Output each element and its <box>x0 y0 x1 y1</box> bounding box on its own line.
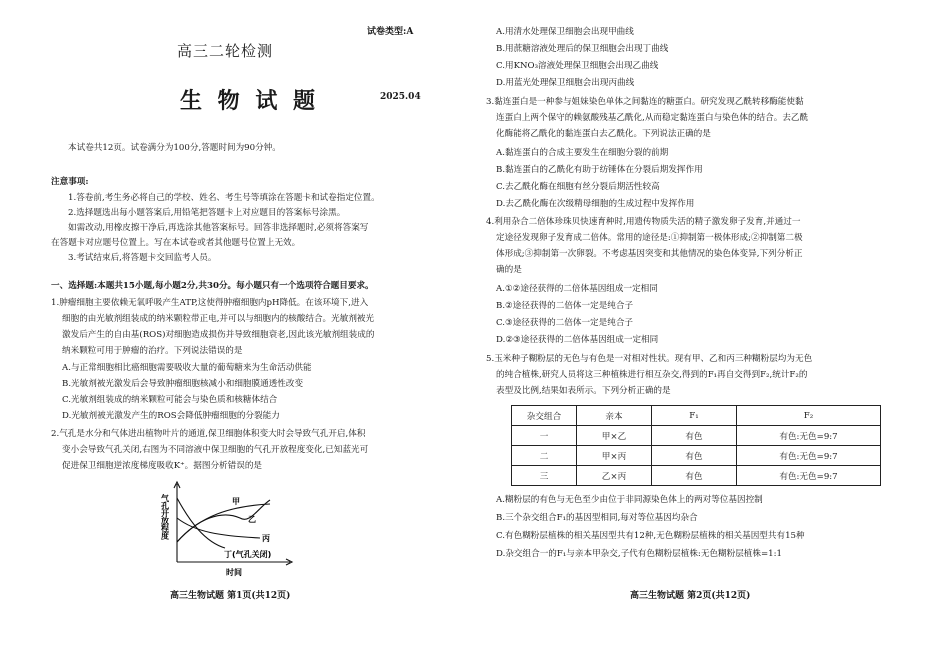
table-header: F₂ <box>737 406 881 426</box>
q3-option-a: A.黏连蛋白的合成主要发生在细胞分裂的前期 <box>496 148 669 158</box>
table-cell: 甲×丙 <box>577 446 652 466</box>
q4-line-3: 体形成;③抑制第一次卵裂。不考虑基因突变和其他情况的染色体变异,下列分析正 <box>496 249 803 259</box>
q2-line-2: 变小会导致气孔关闭,右图为不同溶液中保卫细胞的气孔开放程度变化,已知蓝光可 <box>62 445 369 455</box>
q3-line-3: 化酶能将乙酰化的黏连蛋白去乙酰化。下列说法正确的是 <box>496 129 711 139</box>
q2-option-a: A.用清水处理保卫细胞会出现甲曲线 <box>496 27 634 37</box>
section-heading: 一、选择题:本题共15小题,每小题2分,共30分。每小题只有一个选项符合题目要求。 <box>51 281 374 291</box>
table-row <box>512 446 881 466</box>
table-cell: 乙×丙 <box>577 466 652 486</box>
cross-table <box>511 405 881 486</box>
notice-2-cont2: 在答题卡对应题号位置上。写在本试卷或者其他题号位置上无效。 <box>51 238 301 248</box>
table-cell: 有色 <box>652 426 737 446</box>
table-header: 杂交组合 <box>512 406 577 426</box>
q4-option-a: A.①②途径获得的二倍体基因组成一定相同 <box>496 284 658 294</box>
table-header-row <box>512 406 881 426</box>
exam-name: 高三二轮检测 <box>177 42 274 60</box>
q4-line-2: 定途径发现卵子发育成二倍体。常用的途径是:①抑制第一极体形成;②抑制第二极 <box>496 233 803 243</box>
q5-line-3: 表型及比例,结果如表所示。下列分析正确的是 <box>496 386 671 396</box>
notice-2-cont: 如需改动,用橡皮擦干净后,再选涂其他答案标号。回答非选择题时,必须将答案写 <box>68 223 369 233</box>
q2-option-b: B.用蔗糖溶液处理后的保卫细胞会出现丁曲线 <box>496 44 669 54</box>
table-cell: 三 <box>512 466 577 486</box>
paper-type: 试卷类型:A <box>367 27 414 37</box>
intro-text: 本试卷共12页。试卷满分为100分,答题时间为90分钟。 <box>68 143 281 153</box>
q1-line-2: 细胞的由光敏剂组装成的纳米颗粒带正电,并可以与细胞内的核酸结合。光敏剂被光 <box>62 314 375 324</box>
graph-ylabel: 气孔开放程度 <box>160 494 170 539</box>
table-header: F₁ <box>652 406 737 426</box>
curve-label-yi: 乙 <box>248 515 256 524</box>
notice-heading: 注意事项: <box>51 177 89 187</box>
q4-option-b: B.②途径获得的二倍体一定是纯合子 <box>496 301 634 311</box>
table-cell: 有色 <box>652 466 737 486</box>
q3-option-c: C.去乙酰化酶在细胞有丝分裂后期活性较高 <box>496 182 660 192</box>
q5-option-d: D.杂交组合一的F₁与亲本甲杂交,子代有色糊粉层植株:无色糊粉层植株=1:1 <box>496 549 783 559</box>
curve-label-bing: 丙 <box>262 534 270 543</box>
table-cell: 有色 <box>652 446 737 466</box>
subject-title: 生 物 试 题 <box>180 88 319 114</box>
table-cell: 有色:无色=9:7 <box>737 426 881 446</box>
q1-line-3: 激发后产生的自由基(ROS)对细胞造成损伤并导致细胞衰老,因此该光敏剂组装成的 <box>62 330 375 340</box>
graph-xlabel: 时间 <box>226 568 242 577</box>
table-header: 亲本 <box>577 406 652 426</box>
q1-option-a: A.与正常细胞相比癌细胞需要吸收大量的葡萄糖来为生命活动供能 <box>62 363 312 373</box>
stomata-graph <box>150 478 300 580</box>
q2-option-c: C.用KNO₃溶液处理保卫细胞会出现乙曲线 <box>496 61 659 71</box>
page-2 <box>475 0 950 648</box>
q1-option-d: D.光敏剂被光激发产生的ROS会降低肿瘤细胞的分裂能力 <box>62 411 280 421</box>
table-cell: 甲×乙 <box>577 426 652 446</box>
notice-3: 3.考试结束后,将答题卡交回监考人员。 <box>68 253 217 263</box>
q5-option-b: B.三个杂交组合F₁的基因型相同,每对等位基因均杂合 <box>496 513 698 523</box>
q2-option-d: D.用蓝光处理保卫细胞会出现丙曲线 <box>496 78 635 88</box>
table-row <box>512 466 881 486</box>
q1-line-4: 纳米颗粒可用于肿瘤的治疗。下列说法错误的是 <box>62 346 243 356</box>
q4-option-c: C.③途径获得的二倍体一定是纯合子 <box>496 318 634 328</box>
notice-1: 1.答卷前,考生务必将自己的学校、姓名、考生号等填涂在答题卡和试卷指定位置。 <box>68 193 380 203</box>
notice-2: 2.选择题选出每小题答案后,用铅笔把答题卡上对应题目的答案标号涂黑。 <box>68 208 346 218</box>
table-cell: 有色:无色=9:7 <box>737 446 881 466</box>
q3-option-b: B.黏连蛋白的乙酰化有助于纺锤体在分裂后期发挥作用 <box>496 165 703 175</box>
table-cell: 有色:无色=9:7 <box>737 466 881 486</box>
q5-line-1: 5.玉米种子糊粉层的无色与有色是一对相对性状。现有甲、乙和丙三种糊粉层均为无色 <box>486 354 813 364</box>
exam-date: 2025.04 <box>380 92 421 102</box>
q1-option-c: C.光敏剂组装成的纳米颗粒可能会与染色质和核糖体结合 <box>62 395 278 405</box>
q3-line-1: 3.黏连蛋白是一种参与姐妹染色单体之间黏连的糖蛋白。研究发现乙酰转移酶能使黏 <box>486 97 804 107</box>
q3-line-2: 连蛋白上两个保守的赖氨酸残基乙酰化,从而稳定黏连蛋白与染色体的结合。去乙酰 <box>496 113 809 123</box>
table-cell: 二 <box>512 446 577 466</box>
page-2-footer: 高三生物试题 第2页(共12页) <box>630 591 751 601</box>
table-cell: 一 <box>512 426 577 446</box>
q4-line-4: 确的是 <box>496 265 522 275</box>
q2-line-1: 2.气孔是水分和气体进出植物叶片的通道,保卫细胞体积变大时会导致气孔开启,体积 <box>51 429 366 439</box>
q5-option-c: C.有色糊粉层植株的相关基因型共有12种,无色糊粉层植株的相关基因型共有15种 <box>496 531 805 541</box>
graph-curves <box>177 498 270 548</box>
curve-jia <box>177 504 270 542</box>
q5-line-2: 的纯合植株,研究人员将这三种植株进行相互杂交,得到的F₁再自交得到F₂,统计F₂的 <box>496 370 808 380</box>
q5-option-a: A.糊粉层的有色与无色至少由位于非同源染色体上的两对等位基因控制 <box>496 495 763 505</box>
curve-label-jia: 甲 <box>232 497 240 506</box>
table-row <box>512 426 881 446</box>
q4-line-1: 4.利用杂合二倍体珍珠贝快速育种时,用遗传物质失活的精子激发卵子发育,并通过一 <box>486 217 801 227</box>
page-1-footer: 高三生物试题 第1页(共12页) <box>170 591 291 601</box>
q2-line-3: 促进保卫细胞逆浓度梯度吸收K⁺。据图分析错误的是 <box>62 461 263 471</box>
q1-line-1: 1.肿瘤细胞主要依赖无氧呼吸产生ATP,这使得肿瘤细胞内pH降低。在该环境下,进入 <box>51 298 369 308</box>
curve-label-ding: 丁(气孔关闭) <box>224 550 272 559</box>
q1-option-b: B.光敏剂被光激发后会导致肿瘤细胞核减小和细胞膜通透性改变 <box>62 379 304 389</box>
q4-option-d: D.②③途径获得的二倍体基因组成一定相同 <box>496 335 659 345</box>
q3-option-d: D.去乙酰化酶在次级精母细胞的生成过程中发挥作用 <box>496 199 695 209</box>
